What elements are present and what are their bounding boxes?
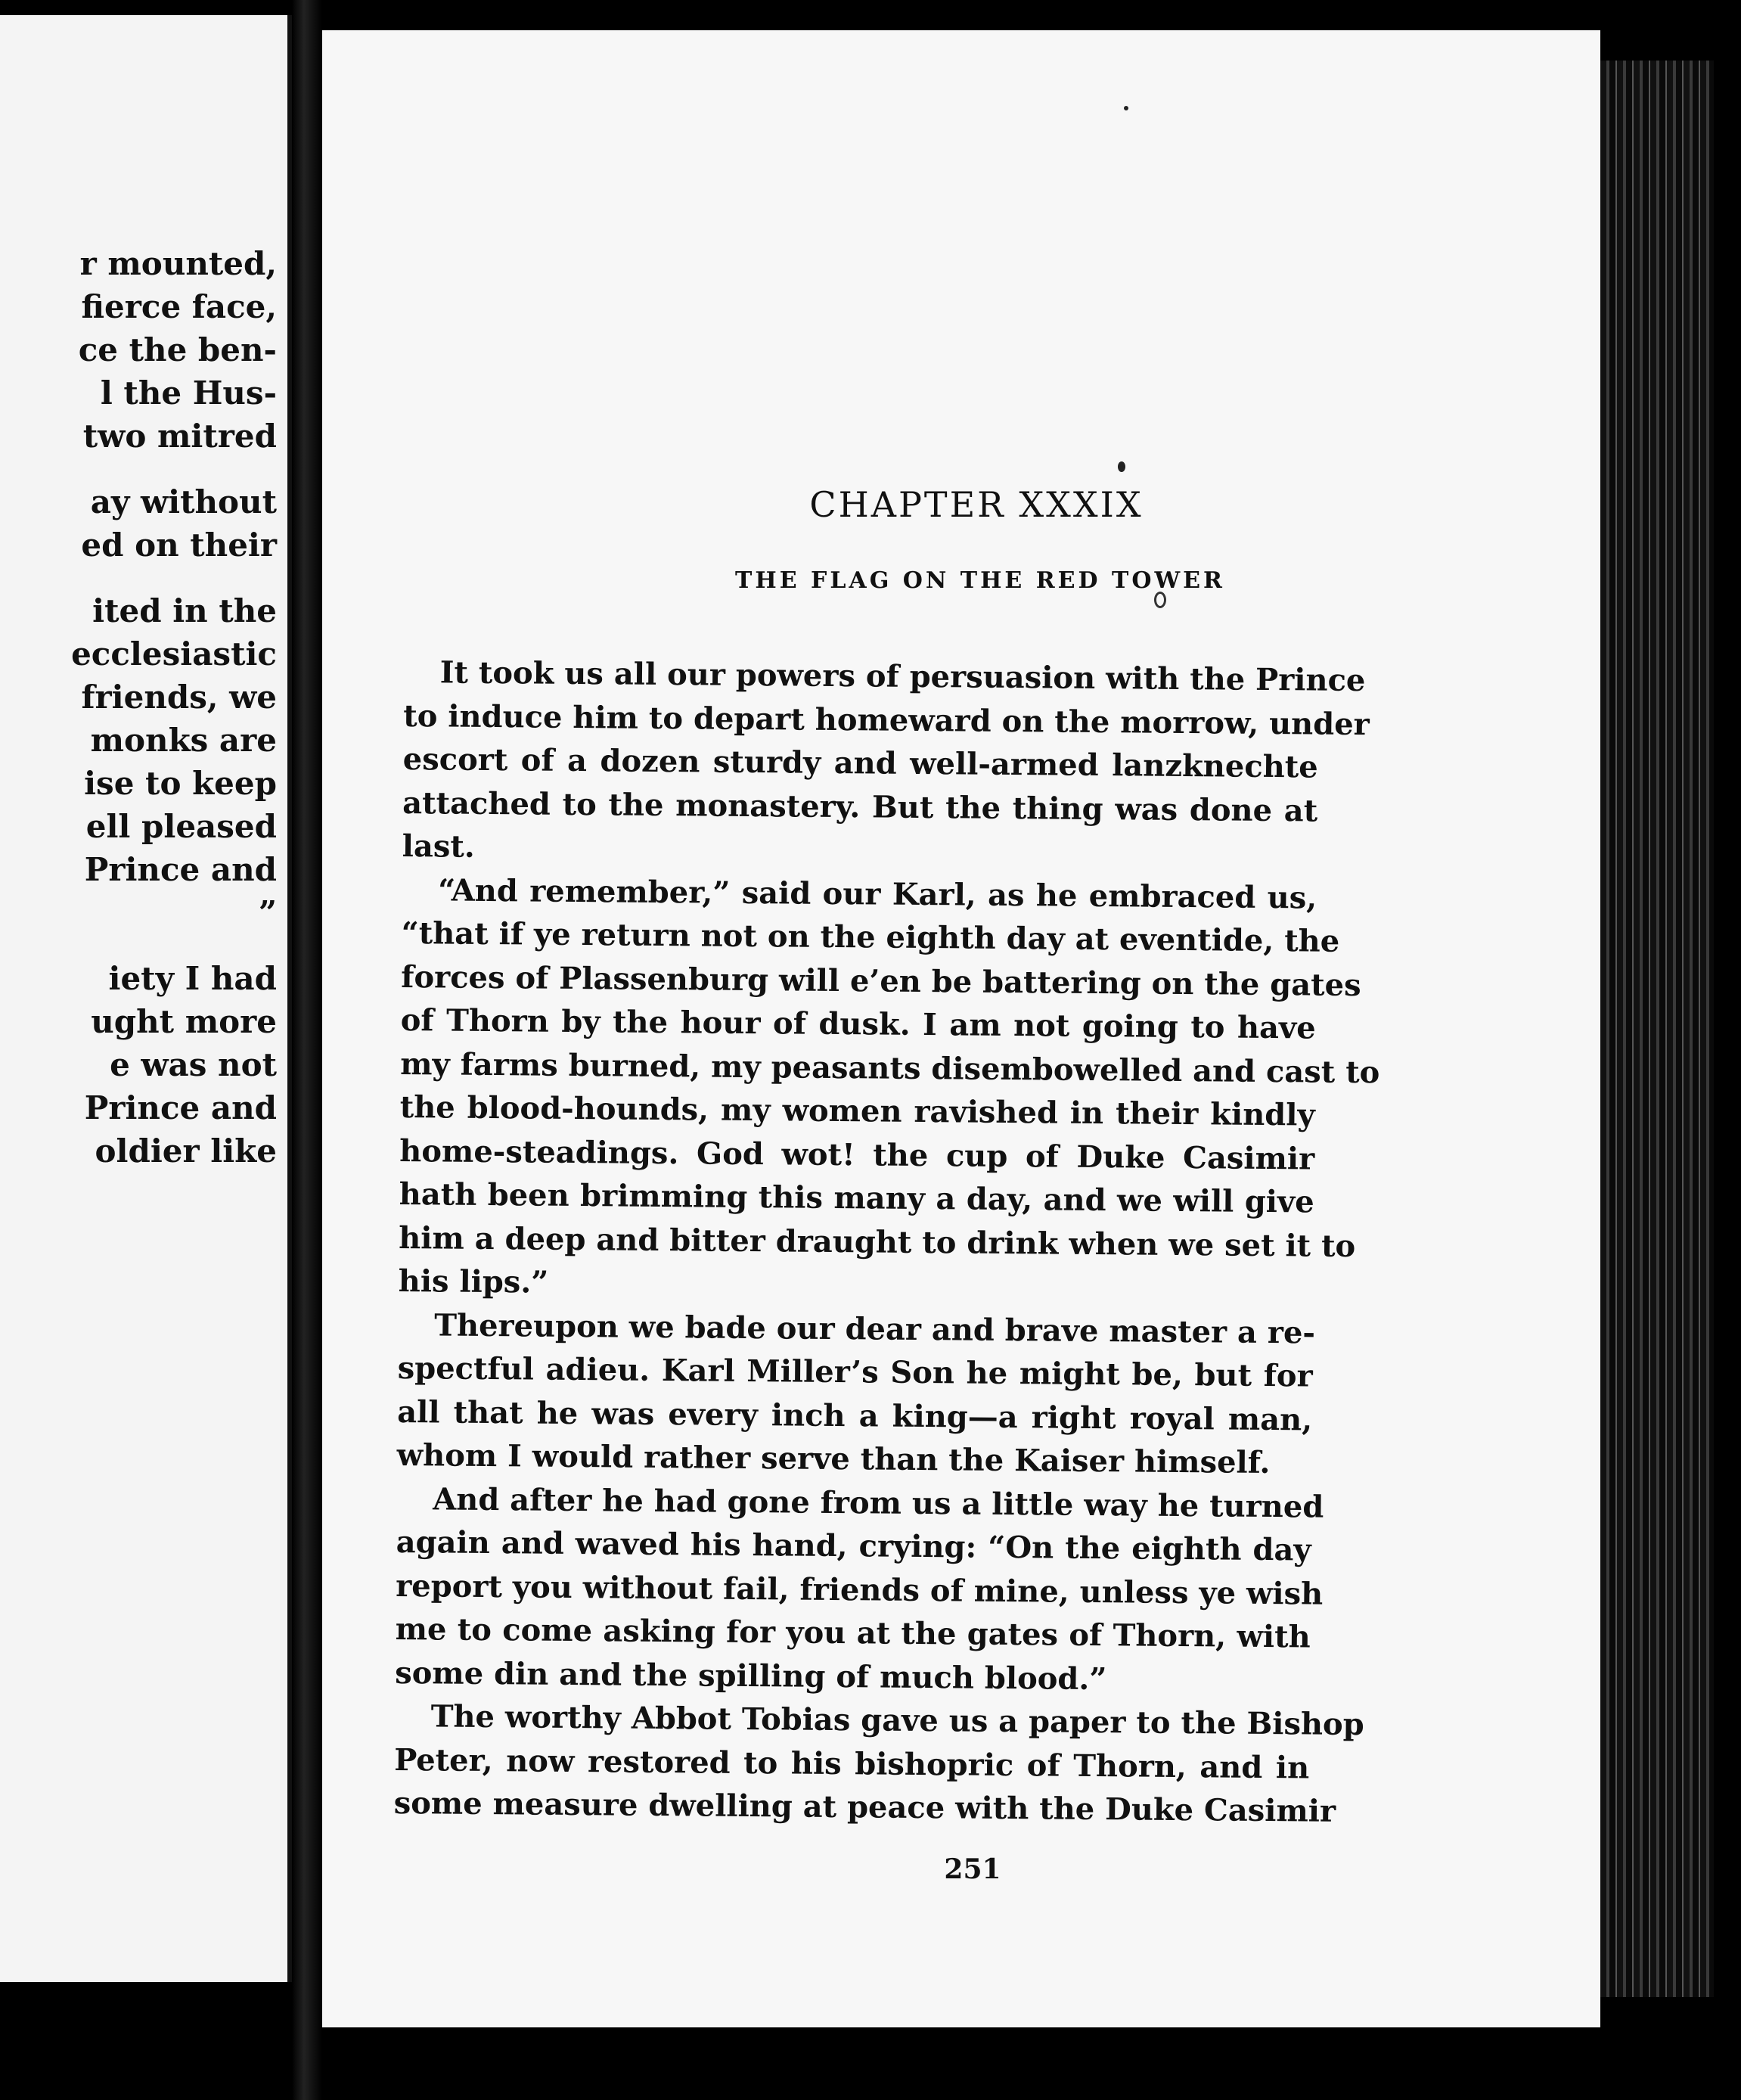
left-page-line: friends, we — [81, 679, 277, 716]
text-line: some measure dwelling at peace with the Duke Casimir — [393, 1785, 1336, 1829]
text-line: him a deep and bitter draught to drink when we set it to — [399, 1219, 1356, 1264]
page-edge-stack — [1600, 61, 1714, 1997]
left-page-line: monks are — [90, 722, 277, 759]
text-line: the blood-hounds, my women ravished in their kindly — [399, 1089, 1315, 1133]
left-page-line: ited in the — [92, 592, 277, 629]
book-gutter — [292, 0, 322, 2100]
left-page-line: ell pleased — [85, 808, 277, 845]
text-line: Thereupon we bade our dear and brave master a re- — [434, 1306, 1316, 1351]
text-line: The worthy Abbot Tobias gave us a paper to the Bishop — [430, 1698, 1364, 1743]
text-line: all that he was every inch a king—a right royal man, — [397, 1393, 1313, 1438]
paragraph — [398, 868, 1380, 1311]
left-page-line: ise to keep — [84, 765, 277, 802]
left-page-line: r mounted, — [79, 245, 277, 282]
text-line: to induce him to depart homeward on the morrow, under — [403, 697, 1370, 742]
left-facing-page — [0, 15, 292, 1982]
text-line: last. — [402, 828, 475, 865]
left-page-line — [0, 934, 277, 957]
text-line: whom I would rather serve than the Kaiser himself. — [396, 1437, 1271, 1481]
chapter-title: THE FLAG ON THE RED TOWER — [735, 567, 1225, 594]
text-line: Peter, now restored to his bishopric of Thorn, and in — [394, 1741, 1310, 1786]
text-line: forces of Plassenburg will e’en be battering on the gates — [401, 958, 1361, 1003]
text-line: his lips.” — [398, 1263, 549, 1300]
text-line: It took us all our powers of persuasion with the Prince — [439, 654, 1366, 699]
scan-speck — [1124, 106, 1128, 110]
left-page-line: ” — [258, 894, 277, 931]
left-page-line: two mitred — [82, 418, 277, 455]
scan-speck — [1154, 592, 1166, 608]
left-page-line — [0, 567, 277, 589]
paragraph — [402, 651, 1370, 876]
chapter-heading: CHAPTER XXXIX — [809, 484, 1144, 525]
left-page-line: ecclesiastic — [71, 635, 277, 673]
left-page-line: Prince and — [84, 1089, 277, 1126]
left-page-text — [0, 242, 277, 1173]
left-page-line: fierce face, — [81, 288, 277, 325]
text-line: home-steadings. God wot! the cup of Duke Casimir — [399, 1132, 1315, 1177]
text-line: attached to the monastery. But the thing was done at — [402, 784, 1318, 829]
text-line: my farms burned, my peasants disembowelled and cast to — [400, 1045, 1380, 1090]
text-line: “And remember,” said our Karl, as he embraced us, — [438, 871, 1317, 916]
left-page-line: Prince and — [84, 851, 277, 888]
text-line: of Thorn by the hour of dusk. I am not going to have — [400, 1002, 1316, 1046]
left-page-line: l the Hus- — [100, 374, 277, 412]
paragraph — [396, 1303, 1316, 1485]
text-line: me to come asking for you at the gates of Thorn, with — [395, 1611, 1311, 1655]
left-page-line: ed on their — [81, 527, 277, 564]
text-line: spectful adieu. Karl Miller’s Son he might be, but for — [397, 1350, 1313, 1394]
paragraph — [395, 1477, 1324, 1702]
left-page-line: e was not — [110, 1046, 277, 1083]
left-page-line: ce the ben- — [78, 331, 277, 368]
scan-speck — [1118, 461, 1125, 472]
left-page-line: oldier like — [95, 1132, 277, 1170]
right-page — [322, 30, 1600, 2027]
text-line: And after he had gone from us a little way he turned — [433, 1480, 1324, 1525]
text-line: “that if ye return not on the eighth day at eventide, the — [401, 915, 1340, 959]
left-page-line — [0, 458, 277, 480]
text-line: hath been brimming this many a day, and we will give — [399, 1176, 1314, 1220]
left-page-line: ay without — [90, 483, 277, 520]
body-text — [393, 651, 1380, 1833]
text-line: again and waved his hand, crying: “On the eighth day — [396, 1524, 1311, 1568]
text-line: report you without fail, friends of mine, unless ye wish — [396, 1567, 1324, 1612]
left-page-line: iety I had — [108, 960, 277, 997]
page-number: 251 — [944, 1853, 1001, 1885]
left-page-line: ught more — [91, 1003, 277, 1040]
text-line: some din and the spilling of much blood.” — [395, 1654, 1107, 1697]
text-line: escort of a dozen sturdy and well-armed lanzknechte — [402, 741, 1318, 785]
paragraph — [393, 1695, 1364, 1833]
